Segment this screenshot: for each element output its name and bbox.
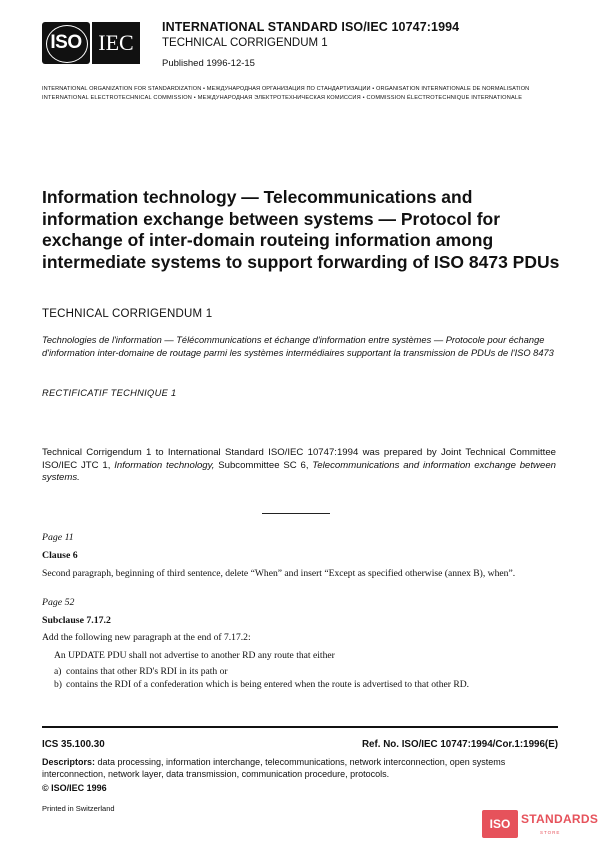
watermark-logo-text: ISO <box>489 817 511 831</box>
rectificatif-heading: RECTIFICATIF TECHNIQUE 1 <box>42 388 177 398</box>
descriptors-label: Descriptors: <box>42 757 96 767</box>
list-item-b <box>54 679 469 690</box>
intro-italic-2: Telecommunications and information exchange between systems. <box>42 459 556 484</box>
intro-part-2: Subcommittee SC 6, <box>214 459 313 471</box>
ics-code: ICS 35.100.30 <box>42 739 105 750</box>
subclause-heading: Subclause 7.17.2 <box>42 615 111 626</box>
intro-paragraph <box>42 447 556 485</box>
update-pdu-paragraph: An UPDATE PDU shall not advertise to another RD any route that either <box>54 650 335 661</box>
intro-part-1: Technical Corrigendum 1 to International Standard ISO/IEC 10747:1994 was prepared by Joint Technical Committee ISO/IEC JTC 1, <box>42 447 556 471</box>
org-line-iec: INTERNATIONAL ELECTROTECHNICAL COMMISSION • МЕЖДУНАРОДНАЯ ЭЛЕКТРОТЕХНИЧЕСКАЯ КОМИССИЯ • COMMISSION ÉLECTROTECHNIQUE INTERNATIONALE <box>42 95 523 101</box>
separator-line <box>262 513 330 514</box>
iec-logo <box>92 22 140 64</box>
list-item-a <box>54 666 228 677</box>
descriptors-text: data processing, information interchange, telecommunications, network interconnection, open systems interconnection, network layer, data transmission, communication procedure, protocols. <box>42 757 506 779</box>
page-reference-11: Page 11 <box>42 532 74 543</box>
intro-italic-1: Information technology, <box>114 459 215 471</box>
published-date: Published 1996-12-15 <box>162 58 255 69</box>
page-reference-52: Page 52 <box>42 597 75 608</box>
iec-logo-text: IEC <box>98 30 134 55</box>
footer-rule <box>42 726 558 728</box>
org-line-iso: INTERNATIONAL ORGANIZATION FOR STANDARDIZATION • МЕЖДУНАРОДНАЯ ОРГАНИЗАЦИЯ ПО СТАНДАРТИЗАЦИИ • ORGANISATION INTERNATIONALE DE NORMALISATION <box>42 86 530 92</box>
corrigendum-label: TECHNICAL CORRIGENDUM 1 <box>162 37 328 49</box>
copyright: © ISO/IEC 1996 <box>42 783 107 793</box>
reference-number: Ref. No. ISO/IEC 10747:1994/Cor.1:1996(E) <box>361 739 558 750</box>
watermark-subtext: STORE <box>540 830 561 835</box>
subclause-text: Add the following new paragraph at the end of 7.17.2: <box>42 632 251 643</box>
clause-6-text: Second paragraph, beginning of third sentence, delete “When” and insert “Except as specified otherwise (annex B), when”. <box>42 568 516 579</box>
printed-in: Printed in Switzerland <box>42 804 115 813</box>
clause-6-heading: Clause 6 <box>42 550 78 561</box>
descriptors <box>42 757 558 780</box>
list-text-a: contains that other RD's RDI in its path or <box>66 666 228 677</box>
iso-logo-ring <box>46 25 88 63</box>
french-title: Technologies de l'information — Télécommunications et échange d'information entre systèmes — Protocole pour échange d'information inter-domaine de routage parmi les systèmes intermédiaires supportant la transmission de PDUs de l'ISO 8473 <box>42 335 554 358</box>
document-title: Information technology — Telecommunications and information exchange between systems — Protocol for exchange of inter-domain routeing information among intermediate systems to support forwarding of ISO 8473 PDUs <box>42 187 560 272</box>
list-marker-a: a) <box>54 666 62 677</box>
watermark-logo <box>482 810 518 838</box>
iso-logo <box>42 22 90 64</box>
technical-corrigendum-heading: TECHNICAL CORRIGENDUM 1 <box>42 308 213 320</box>
list-marker-b: b) <box>54 679 62 690</box>
standard-number: INTERNATIONAL STANDARD ISO/IEC 10747:1994 <box>162 20 460 34</box>
watermark-text: STANDARDS <box>521 812 599 826</box>
list-text-b: contains the RDI of a confederation which is being entered when the route is advertised to that other RD. <box>66 679 470 690</box>
iso-logo-text: ISO <box>50 32 82 53</box>
